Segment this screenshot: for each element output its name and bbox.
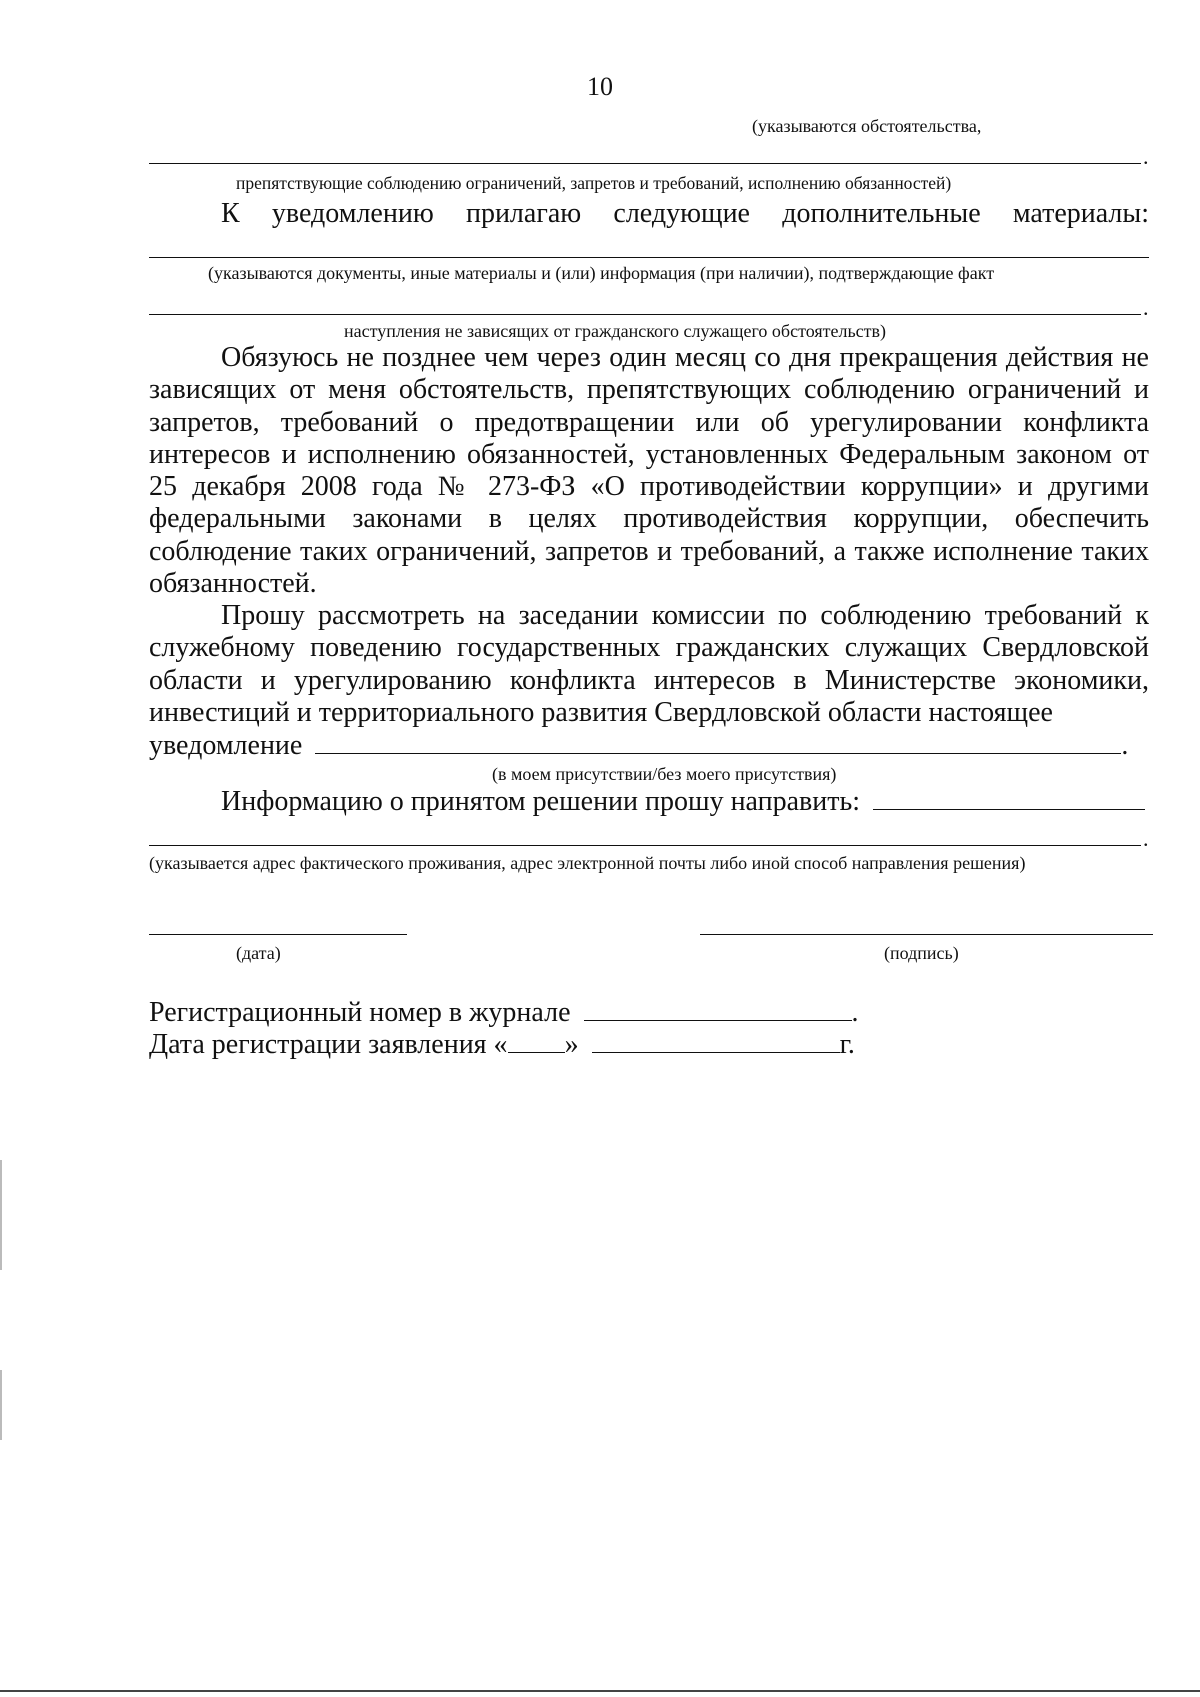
- registration-date-close-quote: »: [564, 1029, 579, 1060]
- attachments-hint-line-1: (указываются документы, иные материалы и (или) информация (при наличии), подтверждающие факт: [208, 263, 995, 283]
- obligation-paragraph: [149, 342, 1149, 600]
- scan-edge-mark-1: [0, 1160, 2, 1270]
- decision-info-label: Информацию о принятом решении прошу направить:: [221, 786, 861, 817]
- attachments-field-line-1[interactable]: [149, 257, 1149, 258]
- presence-field-period: .: [1121, 730, 1129, 761]
- date-label: (дата): [236, 943, 281, 963]
- registration-month-year-field[interactable]: [592, 1028, 840, 1053]
- attachments-field-period: .: [1143, 295, 1149, 320]
- presence-field[interactable]: [315, 729, 1121, 754]
- circumstances-hint-end: препятствующие соблюдению ограничений, запретов и требований, исполнению обязанностей): [236, 173, 952, 193]
- circumstances-field-line[interactable]: [149, 163, 1141, 164]
- request-last-word: уведомление: [149, 730, 303, 761]
- obligation-text: Обязуюсь не позднее чем через один месяц со дня прекращения действия не зависящих от меня обстоятельств, препятствующих соблюдению ограничений и запретов, требований о предотвращении или об урегулировании конфликта интересов и исполнению обязанностей, установленных Федеральным законом от 25 декабря 2008 года № 273-ФЗ «О противодействии коррупции» и другими федеральными законами в целях противодействия коррупции, обеспечить соблюдение таких ограничений, запретов и требований, а также исполнение таких обязанностей.: [149, 342, 1149, 600]
- signature-field-line[interactable]: [700, 934, 1153, 935]
- circumstances-hint-start: (указываются обстоятельства,: [752, 116, 982, 136]
- decision-info-field-line-2[interactable]: [149, 845, 1141, 846]
- date-field-line[interactable]: [149, 934, 407, 935]
- signature-label: (подпись): [884, 943, 959, 963]
- decision-info-field-1[interactable]: [873, 785, 1145, 810]
- decision-info-hint: (указывается адрес фактического проживания, адрес электронной почты либо иной способ направления решения): [149, 853, 1026, 873]
- request-last-line: [149, 729, 1149, 762]
- registration-day-field[interactable]: [508, 1028, 565, 1053]
- attachments-intro: К уведомлению прилагаю следующие дополнительные материалы:: [221, 198, 1149, 229]
- registration-date-line: [149, 1028, 1149, 1061]
- presence-hint: (в моем присутствии/без моего присутствия): [492, 764, 837, 784]
- page-number: 10: [587, 72, 613, 101]
- decision-info-field-period: .: [1143, 826, 1149, 851]
- registration-number-period: .: [851, 997, 859, 1028]
- scan-bottom-edge: [0, 1690, 1200, 1692]
- scan-edge-mark-2: [0, 1370, 2, 1440]
- registration-number-field[interactable]: [584, 996, 852, 1021]
- circumstances-field-period: .: [1143, 144, 1149, 169]
- attachments-field-line-2[interactable]: [149, 314, 1141, 315]
- registration-number-label: Регистрационный номер в журнале: [149, 997, 571, 1028]
- registration-year-suffix: г.: [839, 1029, 855, 1060]
- request-text: Прошу рассмотреть на заседании комиссии по соблюдению требований к служебному поведению государственных гражданских служащих Свердловской области и урегулированию конфликта интересов в Министерстве экономики, инвестиций и территориального развития Свердловской области настоящее: [149, 600, 1149, 728]
- request-paragraph: [149, 600, 1149, 729]
- attachments-hint-line-2: наступления не зависящих от гражданского служащего обстоятельств): [344, 321, 887, 341]
- decision-info-line: [221, 785, 1149, 818]
- registration-number-line: [149, 996, 1149, 1029]
- registration-date-label: Дата регистрации заявления «: [149, 1029, 508, 1060]
